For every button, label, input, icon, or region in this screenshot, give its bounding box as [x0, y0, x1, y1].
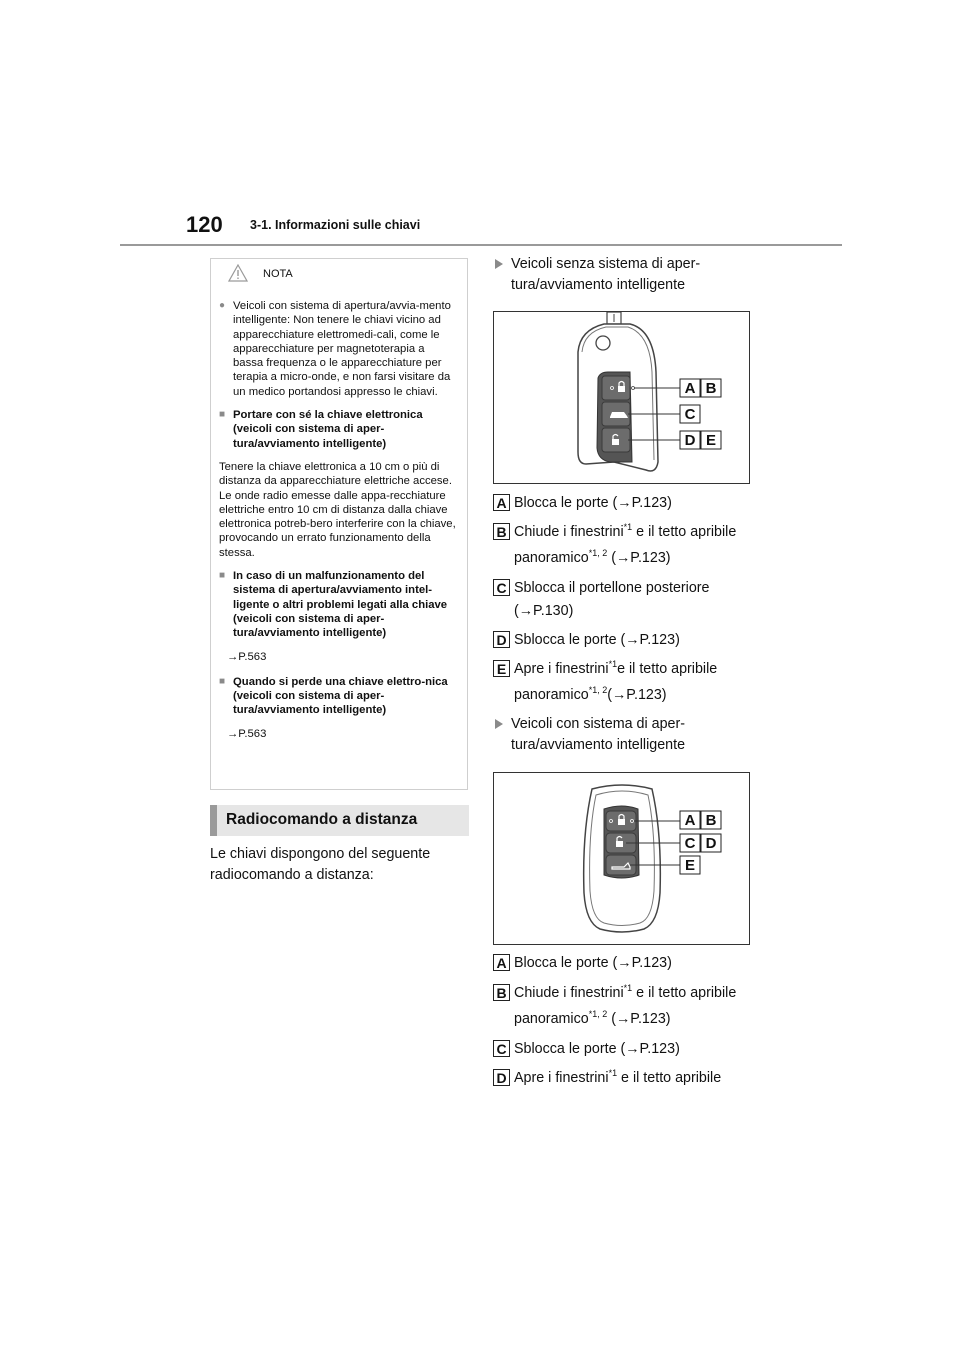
item-label: C	[493, 1040, 510, 1057]
square-bullet-icon: ■	[219, 409, 226, 421]
section1-title	[495, 254, 755, 275]
square-bullet-icon: ■	[219, 675, 226, 687]
item-text: panoramico$^{*1, 2}$ (→P.123)	[514, 1009, 671, 1027]
item-text: Chiude i finestrini$^{*1}$ e il tetto apribile	[514, 522, 737, 540]
section2-title-line: Veicoli con sistema di aper-	[511, 716, 686, 732]
section2-title-line: tura/avviamento intelligente	[511, 737, 686, 753]
section1-title-cont	[495, 275, 755, 296]
item-text: Sblocca il portellone posteriore	[514, 580, 710, 596]
figure-label-c: C	[684, 406, 696, 423]
nota-box	[210, 258, 468, 790]
item-text: panoramico$^{*1, 2}$(→P.123)	[514, 685, 667, 703]
nota-heading-text: Quando si perde una chiave elettro-nica (veicoli con sistema di aper-tura/avviamento intelligente)	[233, 675, 448, 717]
page-reference: →P.563	[227, 650, 267, 663]
item-text: Blocca le porte (→P.123)	[514, 495, 672, 511]
section1-title-line: Veicoli senza sistema di aper-	[511, 256, 701, 272]
figure-label-a: A	[684, 380, 696, 397]
section2-title	[495, 714, 755, 735]
figure-label-e: E	[705, 432, 717, 449]
nota-header	[211, 259, 467, 289]
item-label: B	[493, 984, 510, 1001]
triangle-bullet-icon	[495, 719, 503, 729]
item-text: (→P.130)	[514, 603, 574, 619]
nota-title: NOTA	[263, 268, 293, 280]
item-text: Sblocca le porte (→P.123)	[514, 632, 680, 648]
nota-bullet	[219, 299, 457, 399]
figure-label-c: C	[684, 835, 696, 852]
page-number: 120	[186, 212, 223, 237]
figure-label-d: D	[705, 835, 717, 852]
item-label: A	[493, 494, 510, 511]
section-title: 3-1. Informazioni sulle chiavi	[250, 218, 421, 232]
square-bullet-icon: ■	[219, 570, 226, 582]
remote-intro: Le chiavi dispongono del seguente radiocomando a distanza:	[210, 846, 431, 883]
nota-heading	[219, 408, 457, 451]
warning-icon	[228, 264, 248, 282]
remote-heading	[210, 805, 469, 836]
nota-heading	[219, 675, 457, 718]
item-label: E	[493, 660, 510, 677]
heading-accent-bar	[210, 805, 217, 836]
remote-heading-text: Radiocomando a distanza	[226, 811, 418, 828]
section1-title-line: tura/avviamento intelligente	[511, 277, 686, 293]
item-text: Blocca le porte (→P.123)	[514, 955, 672, 971]
figure-label-e: E	[684, 857, 696, 874]
nota-body	[219, 299, 457, 752]
item-label: A	[493, 954, 510, 971]
nota-heading	[219, 569, 457, 640]
figure-label-d: D	[684, 432, 696, 449]
nota-heading-text: Portare con sé la chiave elettronica (veicoli con sistema di aper-tura/avviamento intelligente)	[233, 409, 423, 450]
item-label: D	[493, 631, 510, 648]
item-label: B	[493, 523, 510, 540]
smart-key-illustration	[494, 773, 749, 944]
figure-label-a: A	[684, 812, 696, 829]
nota-bullet-text: Veicoli con sistema di apertura/avvia-mento intelligente: Non tenere le chiavi vicino ad apparecchiature elettromedi-cali, come le apparecchiature per magnetoterapia a bassa frequenza o le apparecchiature per terapia a micro-onde, e non farsi visitare da un medico portandosi appresso le chiavi.	[233, 300, 451, 398]
item-text: Chiude i finestrini$^{*1}$ e il tetto apribile	[514, 983, 737, 1001]
circle-bullet-icon: ●	[219, 300, 226, 311]
item-text: Apre i finestrini$^{*1}$e il tetto apribile	[514, 659, 718, 677]
smart-key-figure	[493, 772, 750, 945]
figure-label-b: B	[705, 380, 717, 397]
nota-heading-text: In caso di un malfunzionamento del sistema di apertura/avviamento intel-ligente o altri problemi legati alla chiave (veicoli con sistema di aper-tura/avviamento intelligente)	[233, 570, 448, 640]
item-text: Sblocca le porte (→P.123)	[514, 1041, 680, 1057]
item-label: D	[493, 1069, 510, 1086]
flip-key-illustration	[494, 312, 749, 483]
item-label: C	[493, 579, 510, 596]
item-text: panoramico$^{*1, 2}$ (→P.123)	[514, 548, 671, 566]
page-reference: →P.563	[227, 727, 267, 740]
figure-label-b: B	[705, 812, 717, 829]
nota-paragraph: Tenere la chiave elettronica a 10 cm o più di distanza da apparecchiature elettriche accese. Le onde radio emesse dalle appa-recchiature elettriche entro 10 cm di distanza dalla chiave elettronica potreb-bero interferire con la chiave, provocando un errato funzionamento della stessa.	[219, 460, 456, 559]
flip-key-figure	[493, 311, 750, 484]
section2-title-cont	[495, 735, 755, 756]
item-text: Apre i finestrini$^{*1}$ e il tetto apribile	[514, 1068, 722, 1086]
triangle-bullet-icon	[495, 259, 503, 269]
header-rule	[120, 244, 842, 246]
